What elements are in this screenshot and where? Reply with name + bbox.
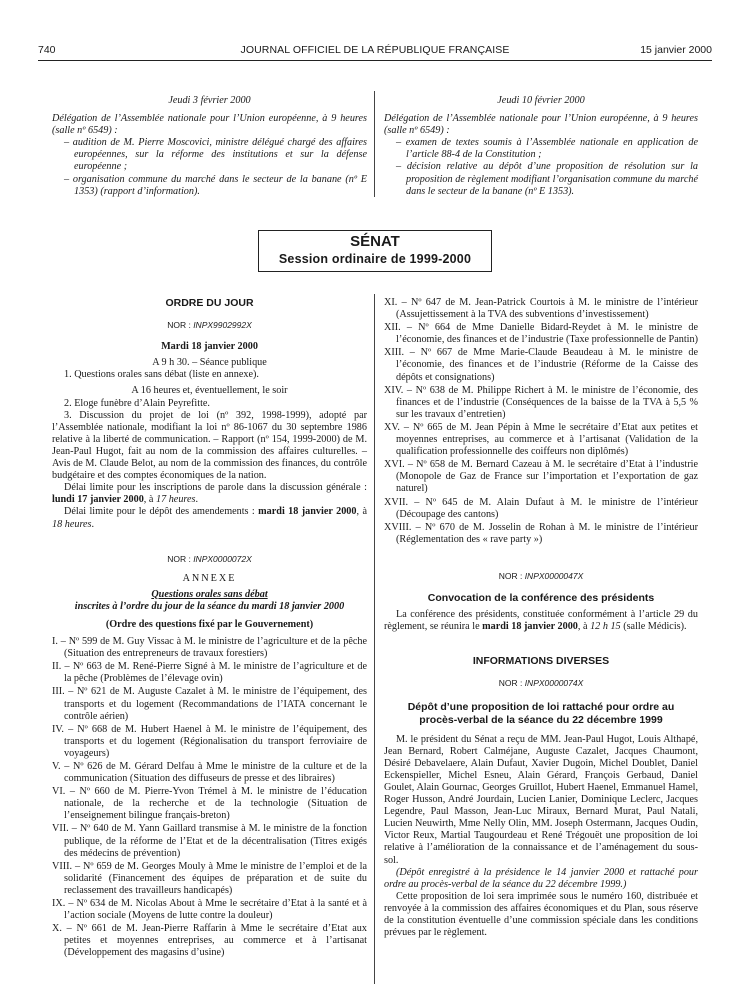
list-item: VIII. – Nº 659 de M. Georges Mouly à Mme le ministre de l’emploi et de la solidarité (Financement des équipes de préparation et de suite du reclassement des travailleurs handicapés) xyxy=(52,860,367,896)
ordre-title: ORDRE DU JOUR xyxy=(165,297,254,309)
column-divider-top xyxy=(374,91,375,197)
annexe-subtitle1: Questions orales sans débat xyxy=(151,588,268,600)
list-item: XV. – Nº 665 de M. Jean Pépin à Mme le secrétaire d’Etat aux petites et moyennes entreprises, au commerce et à l’artisanat (Validation de la qualification professionnelle des coiffeurs non diplômés) xyxy=(384,421,698,458)
right-column xyxy=(384,297,698,939)
list-item: XII. – Nº 664 de Mme Danielle Bidard-Reydet à M. le ministre de l’économie, des finances et de l’industrie (Taxe professionnelle de Pantin) xyxy=(384,322,698,346)
annexe-title: ANNEXE xyxy=(182,572,237,584)
list-item: III. – Nº 621 de M. Auguste Cazalet à M. le ministre de l’équipement, des transports et du logement (Recommandations de l’IATA concernant le contrôle aérien) xyxy=(52,686,367,722)
list-item: II. – Nº 663 de M. René-Pierre Signé à M. le ministre de l’agriculture et de la pêche (Problèmes de l’élevage ovin) xyxy=(52,661,367,685)
annexe-subtitle2: inscrites à l’ordre du jour de la séance du mardi 18 janvier 2000 xyxy=(74,600,345,612)
top-right-intro: Délégation de l’Assemblée nationale pour l’Union européenne, à 9 heures (salle nº 6549) : xyxy=(384,113,698,137)
informations-title: INFORMATIONS DIVERSES xyxy=(472,655,610,668)
issue-date: 15 janvier 2000 xyxy=(640,44,712,56)
list-item: X. – Nº 661 de M. Jean-Pierre Raffarin à Mme le secrétaire d’Etat aux petites et moyennes entreprises, au commerce et à l’artisanat (Développement des magasins d’usine) xyxy=(52,923,367,959)
senat-title: SÉNAT xyxy=(350,233,400,250)
ordre-line5: 3. Discussion du projet de loi (nº 392, 1998-1999), adopté par l’Assemblée nationale, modifiant la loi nº 86-1067 du 30 septembre 1986 relative à la liberté de communication. – Rapport (nº 154, 1999-2000) de M. Jean-Paul Hugot, fait au nom de la commission des affaires culturelles. – Avis de M. Claude Belot, au nom de la commission des finances, du contrôle budgétaire et des comptes économiques de la nation. xyxy=(52,409,367,482)
informations-p2: (Dépôt enregistré à la présidence le 14 janvier 2000 et rattaché pour ordre au procès-verbal de la séance du 22 décembre 1999.) xyxy=(384,866,698,890)
informations-p3: Cette proposition de loi sera imprimée sous le numéro 160, distribuée et renvoyée à la commission des affaires économiques et du Plan, sous réserve de la constitution éventuelle d’une commission spéciale dans les conditions prévues par le règlement. xyxy=(384,890,698,939)
ordre-line6: Délai limite pour les inscriptions de parole dans la discussion générale : lundi 17 janvier 2000, à 17 heures. xyxy=(52,482,367,506)
page-number: 740 xyxy=(38,44,56,56)
top-left-date: Jeudi 3 février 2000 xyxy=(168,95,251,106)
page-header xyxy=(38,44,712,58)
list-item: VI. – Nº 660 de M. Pierre-Yvon Trémel à M. le ministre de l’éducation nationale, de la recherche et de la technologie (Situation de l’enseignement bilingue français-breton) xyxy=(52,786,367,822)
top-left-item: – organisation commune du marché dans le secteur de la banane (nº E 1353) (rapport d’information). xyxy=(64,173,367,197)
informations-nor: NOR : INPX0000074X xyxy=(498,678,584,689)
annexe-nor: NOR : INPX0000072X xyxy=(167,553,252,564)
top-left-item: – audition de M. Pierre Moscovici, ministre délégué chargé des affaires européennes, sur la réforme des institutions et sur la défense européenne ; xyxy=(64,137,367,173)
ordre-line3: A 16 heures et, éventuellement, le soir xyxy=(131,385,288,397)
list-item: XVIII. – Nº 670 de M. Josselin de Rohan à M. le ministre de l’intérieur (Réglementation des « rave party ») xyxy=(384,521,698,545)
top-right-date: Jeudi 10 février 2000 xyxy=(497,95,585,106)
list-item: XI. – Nº 647 de M. Jean-Patrick Courtois à M. le ministre de l’intérieur (Assujettissement à la TVA des subventions d’investissement) xyxy=(384,297,698,321)
conference-text: La conférence des présidents, constituée conformément à l’article 29 du règlement, se réunira le mardi 18 janvier 2000, à 12 h 15 (salle Médicis). xyxy=(384,609,698,633)
list-item: IV. – Nº 668 de M. Hubert Haenel à M. le ministre de l’équipement, des transports et du logement (Régionalisation du transport ferroviaire de voyageurs) xyxy=(52,723,367,759)
list-item: XVI. – Nº 658 de M. Bernard Cazeau à M. le secrétaire d’Etat à l’industrie (Monopole de Gaz de France sur l’importation et l’exportation de gaz naturel) xyxy=(384,459,698,495)
list-item: VII. – Nº 640 de M. Yann Gaillard transmise à M. le ministre de la fonction publique, de la réforme de l’Etat et de la décentralisation (Titres exigés des médecins de prévention) xyxy=(52,823,367,859)
list-item: I. – Nº 599 de M. Guy Vissac à M. le ministre de l’agriculture et de la pêche (Situation des entrepreneurs de travaux forestiers) xyxy=(52,636,367,660)
list-item: IX. – Nº 634 de M. Nicolas About à Mme le secrétaire d’Etat à la santé et à l’action sociale (Moyens de lutte contre la douleur) xyxy=(52,898,367,922)
left-column xyxy=(52,297,367,961)
ordre-line7: Délai limite pour le dépôt des amendements : mardi 18 janvier 2000, à 18 heures. xyxy=(52,506,367,530)
ordre-nor: NOR : INPX9902992X xyxy=(167,320,252,331)
top-right-block xyxy=(384,95,698,198)
column-divider-main xyxy=(374,294,375,984)
top-right-item: – décision relative au dépôt d’une proposition de résolution sur la proposition de règlement modifiant l’organisation commune du marché dans le secteur de la banane (nº E 1353). xyxy=(396,161,698,197)
annexe-subtitle3: (Ordre des questions fixé par le Gouvernement) xyxy=(105,618,314,630)
conference-nor: NOR : INPX0000047X xyxy=(498,570,584,581)
senat-box xyxy=(258,230,492,272)
informations-p1: M. le président du Sénat a reçu de MM. Jean-Paul Hugot, Louis Althapé, Jean Bernard, Robert Calméjane, Auguste Cazalet, Jacques Chaumont, Désiré Debavelaere, Alain Dufaut, Xavier Dugoin, Michel Doublet, Daniel Eckenspieller, Michel Esneu, Alain Gérard, François Gerbaud, Daniel Goulet, Alain Gournac, Georges Gruillot, Hubert Haenel, Emmanuel Hamel, Roger Husson, André Jourdain, Lucien Lanier, Dominique Leclerc, Jacques Legendre, Paul Masson, Jean-Luc Miraux, Bernard Murat, Paul Natali, Lucien Neuwirth, Mme Nelly Olin, MM. Joseph Ostermann, Jacques Oudin, Victor Reux, Martial Taugourdeau et René Trégouët une proposition de loi relative à l’amélioration de la connaissance et de l’aménagement du sous-sol. xyxy=(384,733,698,866)
list-item: XIV. – Nº 638 de M. Philippe Richert à M. le ministre de l’économie, des finances et de l’industrie (Conséquences de la baisse de la TVA à 5,5 % sur les travaux d’entretien) xyxy=(384,384,698,420)
senat-subtitle: Session ordinaire de 1999-2000 xyxy=(278,252,472,266)
conference-title: Convocation de la conférence des présidents xyxy=(427,591,655,604)
ordre-line1: A 9 h 30. – Séance publique xyxy=(152,357,267,369)
list-item: XVII. – Nº 645 de M. Alain Dufaut à M. le ministre de l’intérieur (Découpage des cantons) xyxy=(384,496,698,520)
ordre-line4: 2. Eloge funèbre d’Alain Peyrefitte. xyxy=(64,397,210,409)
ordre-line2: 1. Questions orales sans débat (liste en annexe). xyxy=(64,369,259,381)
top-left-block xyxy=(52,95,367,198)
header-rule xyxy=(38,60,712,61)
ordre-day: Mardi 18 janvier 2000 xyxy=(161,341,258,353)
journal-title: JOURNAL OFFICIEL DE LA RÉPUBLIQUE FRANÇAISE xyxy=(240,44,510,56)
top-right-item: – examen de textes soumis à l’Assemblée nationale en application de l’article 88-4 de la Constitution ; xyxy=(396,137,698,161)
informations-subtitle: Dépôt d’une proposition de loi rattaché pour ordre au procès-verbal de la séance du 22 décembre 1999 xyxy=(407,701,675,726)
top-left-intro: Délégation de l’Assemblée nationale pour l’Union européenne, à 9 heures (salle nº 6549) : xyxy=(52,113,367,137)
questions-right-list xyxy=(384,297,698,546)
list-item: V. – Nº 626 de M. Gérard Delfau à Mme le ministre de la culture et de la communication (Situation des diffuseurs de presse et des libraires) xyxy=(52,761,367,785)
questions-left-list xyxy=(52,636,367,959)
list-item: XIII. – Nº 667 de Mme Marie-Claude Beaudeau à M. le ministre de l’économie, des finances et de l’industrie (Réforme de la Caisse des dépôts et consignations) xyxy=(384,347,698,383)
